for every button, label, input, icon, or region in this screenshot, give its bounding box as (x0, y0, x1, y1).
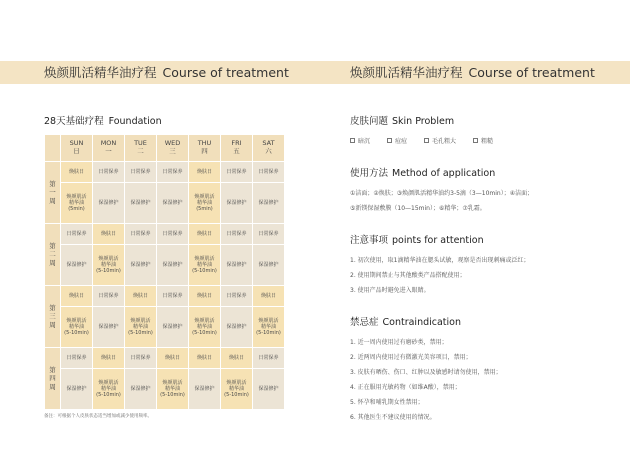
schedule-cell-line: 精华油 (196, 324, 212, 330)
method-title-en: Method of application (392, 168, 496, 179)
week-label (45, 224, 60, 285)
schedule-cell-line: 精华油 (196, 262, 212, 268)
schedule-cell-line: 日常保养 (226, 231, 247, 237)
schedule-cell-line: 焕肤日 (132, 293, 148, 299)
schedule-cell-line: 日常保养 (258, 231, 279, 237)
schedule-cell (253, 369, 284, 409)
schedule-cell (253, 307, 284, 347)
schedule-cell-line: (5-10min) (96, 268, 121, 274)
week-label-char: 二 (49, 250, 56, 259)
day-en: MON (100, 139, 117, 148)
schedule-cell-line: 日常保养 (66, 231, 87, 237)
skin-problem-title (350, 113, 510, 127)
day-cn: 日 (73, 147, 80, 155)
schedule-cell (189, 224, 220, 244)
week-label-char: 第 (49, 304, 56, 313)
schedule-cell (221, 162, 252, 182)
schedule-cell-line: 保湿修护 (130, 386, 151, 392)
schedule-cell (93, 162, 124, 182)
day-en: THU (197, 139, 212, 148)
schedule-cell (157, 348, 188, 368)
right-title-cn: 焕颜肌活精华油疗程 (350, 65, 463, 80)
schedule-cell-line: 日常保养 (162, 169, 183, 175)
method-section (350, 165, 533, 216)
schedule-cell-line: 保湿修护 (226, 324, 247, 330)
week-label-char: 第 (49, 242, 56, 251)
contraindication-line: 4. 正在服用光敏药物（如维A酸），禁用； (350, 384, 461, 391)
schedule-cell-line: 精华油 (196, 200, 212, 206)
day-header (253, 135, 284, 161)
schedule-cell-line: 保湿修护 (98, 324, 119, 330)
schedule-cell-line: 日常保养 (130, 169, 151, 175)
attention-line: 3. 使用产品时避免进入眼睛。 (350, 287, 430, 294)
schedule-cell-line: 焕颜肌活 (130, 318, 151, 324)
schedule-cell (221, 369, 252, 409)
skin-problem-item (424, 136, 456, 145)
skin-problem-label: 痘痘 (395, 138, 408, 145)
schedule-cell-line: 保湿修护 (162, 262, 183, 268)
skin-problem-item (350, 136, 370, 145)
schedule-cell-line: (5-10min) (160, 392, 185, 398)
day-header (93, 135, 124, 161)
schedule-cell (61, 183, 92, 223)
schedule-cell-line: 日常保养 (226, 169, 247, 175)
schedule-cell-line: 日常保养 (162, 231, 183, 237)
schedule-cell (157, 369, 188, 409)
schedule-cell (189, 162, 220, 182)
schedule-cell-line: 保湿修护 (258, 262, 279, 268)
schedule-cell (253, 348, 284, 368)
schedule-row (45, 162, 284, 182)
week-label-char: 周 (49, 320, 56, 329)
schedule-row (45, 348, 284, 368)
method-lines (350, 186, 533, 216)
day-header (157, 135, 188, 161)
day-en: SAT (262, 139, 275, 148)
schedule-row (45, 183, 284, 223)
schedule-corner (45, 135, 60, 161)
checkbox-icon (424, 138, 429, 143)
schedule-cell-line: 日常保养 (258, 355, 279, 361)
week-label (45, 286, 60, 347)
schedule-cell-line: 日常保养 (226, 293, 247, 299)
schedule-cell-line: 焕肤日 (260, 293, 276, 299)
schedule-cell-line: 焕颜肌活 (162, 380, 183, 386)
schedule-cell (253, 224, 284, 244)
schedule-cell (189, 307, 220, 347)
schedule-cell (253, 162, 284, 182)
schedule-cell-line: 焕肤日 (228, 355, 244, 361)
schedule-cell-line: (5-10min) (224, 392, 249, 398)
schedule-cell-line: 精华油 (132, 324, 148, 330)
contraindication-lines (350, 335, 502, 425)
schedule-cell-line: 日常保养 (130, 355, 151, 361)
schedule-cell (125, 162, 156, 182)
foundation-title-en: Foundation (108, 116, 162, 127)
day-cn: 五 (233, 147, 240, 155)
day-header (221, 135, 252, 161)
skin-problem-title-cn: 皮肤问题 (350, 116, 389, 127)
schedule-cell-line: 日常保养 (66, 355, 87, 361)
skin-problem-label: 暗沉 (358, 138, 371, 145)
schedule-cell-line: 焕肤日 (100, 231, 116, 237)
schedule-cell-line: 焕肤日 (196, 355, 212, 361)
schedule-row (45, 224, 284, 244)
week-label-char: 周 (49, 196, 56, 205)
schedule-cell (93, 307, 124, 347)
schedule-cell (157, 307, 188, 347)
day-en: FRI (231, 139, 242, 148)
schedule-cell (93, 348, 124, 368)
schedule-cell-line: (5-10min) (96, 392, 121, 398)
schedule-cell (253, 245, 284, 285)
method-line: ⑤新镁保湿敷膜（10—15min）；⑥精华；⑦乳霜。 (350, 205, 486, 212)
day-en: TUE (134, 139, 147, 148)
schedule-cell (221, 245, 252, 285)
schedule-cell-line: 日常保养 (98, 293, 119, 299)
week-label (45, 162, 60, 223)
schedule-cell-line: 焕肤日 (196, 231, 212, 237)
contraindication-title (350, 314, 502, 328)
schedule-cell (61, 348, 92, 368)
day-cn: 二 (137, 147, 144, 155)
schedule-cell (189, 245, 220, 285)
schedule-cell-line: 焕颜肌活 (226, 380, 247, 386)
schedule-cell-line: 保湿修护 (130, 200, 151, 206)
skin-problem-label: 毛孔粗大 (432, 138, 457, 145)
schedule-cell-line: 保湿修护 (162, 200, 183, 206)
schedule-cell-line: 焕肤日 (100, 355, 116, 361)
schedule-cell-line: 日常保养 (130, 231, 151, 237)
week-label-char: 第 (49, 180, 56, 189)
schedule-cell-line: 焕颜肌活 (98, 256, 119, 262)
schedule-cell-line: 保湿修护 (66, 262, 87, 268)
checkbox-icon (350, 138, 355, 143)
attention-line: 1. 初次使用，取1滴精华油在腮头试敏，观察是否出现刺痛或泛红； (350, 257, 530, 264)
schedule-cell-line: 精华油 (100, 386, 116, 392)
schedule-cell-line: 保湿修护 (258, 200, 279, 206)
schedule-cell (253, 286, 284, 306)
schedule-cell (157, 245, 188, 285)
schedule-cell-line: (5-10min) (256, 330, 281, 336)
schedule-row (45, 245, 284, 285)
schedule-cell (125, 183, 156, 223)
schedule-cell (189, 348, 220, 368)
schedule-cell (125, 286, 156, 306)
foundation-title-cn: 28天基础疗程 (44, 116, 104, 127)
schedule-cell-line: (5-10min) (192, 268, 217, 274)
week-label-char: 周 (49, 382, 56, 391)
schedule-cell (157, 162, 188, 182)
skin-problem-section (350, 113, 510, 145)
day-en: WED (164, 139, 181, 148)
week-label-char: 周 (49, 258, 56, 267)
schedule-cell (157, 183, 188, 223)
schedule-header-row (45, 135, 284, 161)
right-title-en: Course of treatment (468, 65, 595, 80)
schedule-cell (61, 307, 92, 347)
checkbox-icon (473, 138, 478, 143)
schedule-cell (221, 348, 252, 368)
schedule-cell-line: 日常保养 (98, 169, 119, 175)
schedule-cell (157, 224, 188, 244)
schedule-cell-line: (5-10min) (192, 330, 217, 336)
contraindication-line: 1. 近一周内使用过有磨砂类，禁用； (350, 339, 448, 346)
contraindication-title-cn: 禁忌症 (350, 317, 379, 328)
day-header (125, 135, 156, 161)
day-en: SUN (69, 139, 84, 148)
day-cn: 一 (105, 147, 112, 155)
schedule-cell (93, 245, 124, 285)
schedule-note: 备注：可根据个人皮肤状态适当增加或减少使用频率。 (44, 414, 152, 419)
schedule-cell-line: 焕颜肌活 (66, 318, 87, 324)
attention-title (350, 232, 529, 246)
schedule-cell-line: 精华油 (68, 200, 84, 206)
skin-problem-title-en: Skin Problem (392, 116, 455, 127)
schedule-cell-line: 焕肤日 (196, 169, 212, 175)
schedule-cell (189, 183, 220, 223)
week-label (45, 348, 60, 409)
skin-problem-list (350, 136, 510, 145)
left-title-en: Course of treatment (162, 65, 289, 80)
schedule-cell (253, 183, 284, 223)
schedule-cell-line: 保湿修护 (130, 262, 151, 268)
schedule-cell-line: 日常保养 (162, 293, 183, 299)
day-cn: 三 (169, 147, 176, 155)
schedule-cell (61, 245, 92, 285)
schedule-cell-line: 焕颜肌活 (258, 318, 279, 324)
schedule-cell (189, 369, 220, 409)
schedule-cell-line: 精华油 (164, 386, 180, 392)
day-header (61, 135, 92, 161)
day-cn: 四 (201, 147, 208, 155)
schedule-cell (125, 348, 156, 368)
schedule-cell-line: 焕颜肌活 (194, 194, 215, 200)
method-line: ①洁面；②焕肤；③焕颜肌活精华油约3-5滴（3—10min）；④洁面； (350, 190, 534, 197)
schedule-cell-line: 保湿修护 (258, 386, 279, 392)
schedule-cell (61, 224, 92, 244)
schedule-cell-line: 保湿修护 (162, 324, 183, 330)
schedule-cell (61, 162, 92, 182)
contraindication-title-en: Contraindication (382, 317, 462, 328)
schedule-cell-line: 焕颜肌活 (194, 318, 215, 324)
schedule-cell-line: 保湿修护 (194, 386, 215, 392)
schedule-cell-line: 精华油 (228, 386, 244, 392)
schedule-row (45, 307, 284, 347)
right-page-title (350, 61, 595, 84)
attention-section (350, 232, 529, 298)
skin-problem-item (387, 136, 407, 145)
schedule-cell (93, 224, 124, 244)
left-page-title (44, 61, 289, 84)
schedule-cell (221, 286, 252, 306)
schedule-cell (125, 369, 156, 409)
schedule-cell (157, 286, 188, 306)
method-title-cn: 使用方法 (350, 168, 389, 179)
schedule-cell-line: 日常保养 (258, 169, 279, 175)
week-label-char: 四 (49, 374, 56, 383)
week-label-char: 第 (49, 366, 56, 375)
attention-lines (350, 253, 529, 298)
schedule-cell-line: 焕肤日 (68, 169, 84, 175)
skin-problem-item (473, 136, 493, 145)
header-band (0, 61, 630, 84)
left-title-cn: 焕颜肌活精华油疗程 (44, 65, 157, 80)
schedule-cell (221, 307, 252, 347)
checkbox-icon (387, 138, 392, 143)
foundation-title (44, 113, 162, 127)
schedule-row (45, 286, 284, 306)
attention-line: 2. 使用期间禁止与其他酸类产品搭配使用； (350, 272, 466, 279)
schedule-cell-line: 精华油 (100, 262, 116, 268)
skin-problem-label: 粗糙 (481, 138, 494, 145)
day-cn: 六 (265, 147, 272, 155)
schedule-cell-line: 精华油 (68, 324, 84, 330)
schedule-cell-line: 焕颜肌活 (66, 194, 87, 200)
contraindication-line: 5. 怀孕和哺乳期女性禁用； (350, 399, 424, 406)
schedule-cell (221, 183, 252, 223)
week-label-char: 一 (49, 188, 56, 197)
schedule-cell-line: 保湿修护 (98, 200, 119, 206)
attention-title-cn: 注意事项 (350, 235, 389, 246)
schedule-cell-line: 保湿修护 (226, 262, 247, 268)
schedule-cell (93, 183, 124, 223)
week-label-char: 三 (49, 312, 56, 321)
schedule-cell (125, 245, 156, 285)
schedule-cell (61, 286, 92, 306)
schedule-cell-line: 保湿修护 (66, 386, 87, 392)
schedule-table (44, 134, 285, 410)
day-header (189, 135, 220, 161)
contraindication-line: 2. 近两周内使用过有微激光美容项目，禁用； (350, 354, 472, 361)
schedule-cell-line: 焕肤日 (164, 355, 180, 361)
schedule-cell (189, 286, 220, 306)
schedule-cell-line: 焕肤日 (68, 293, 84, 299)
schedule-cell-line: (5min) (68, 206, 85, 212)
schedule-cell-line: 保湿修护 (226, 200, 247, 206)
schedule-cell-line: 精华油 (260, 324, 276, 330)
contraindication-line: 6. 其他医生不建议使用的情况。 (350, 414, 436, 421)
schedule-cell-line: (5-10min) (128, 330, 153, 336)
contraindication-section (350, 314, 502, 425)
schedule-cell-line: (5-10min) (64, 330, 89, 336)
schedule-cell-line: 焕颜肌活 (194, 256, 215, 262)
schedule-cell (93, 286, 124, 306)
method-title (350, 165, 533, 179)
schedule-cell (61, 369, 92, 409)
schedule-cell (125, 307, 156, 347)
schedule-cell (125, 224, 156, 244)
schedule-cell-line: 焕颜肌活 (98, 380, 119, 386)
schedule-cell-line: (5min) (196, 206, 213, 212)
schedule-cell-line: 焕肤日 (196, 293, 212, 299)
schedule-row (45, 369, 284, 409)
schedule-cell (93, 369, 124, 409)
attention-title-en: points for attention (392, 235, 484, 246)
contraindication-line: 3. 皮肤有晒伤、伤口、红肿以及敏感时请勿使用，禁用； (350, 369, 502, 376)
schedule-cell (221, 224, 252, 244)
